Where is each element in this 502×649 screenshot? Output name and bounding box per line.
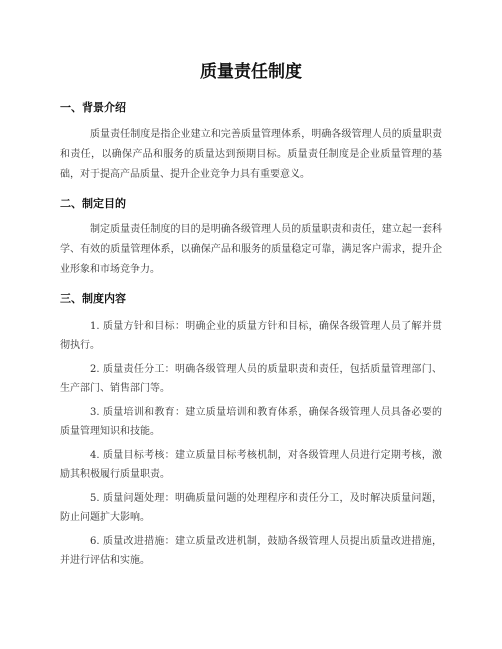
document-title: 质量责任制度 xyxy=(200,62,302,82)
list-item: 5. 质量问题处理：明确质量问题的处理程序和责任分工，及时解决质量问题，防止问题扩大影响。 xyxy=(60,493,442,523)
list-item: 1. 质量方针和目标：明确企业的质量方针和目标，确保各级管理人员了解并贯彻执行。 xyxy=(60,321,442,351)
section-heading-content: 三、制度内容 xyxy=(60,292,126,305)
section-paragraph-purpose: 制定质量责任制度的目的是明确各级管理人员的质量职责和责任，建立起一套科学、有效的质量管理体系，以确保产品和服务的质量稳定可靠，满足客户需求，提升企业形象和市场竞争力。 xyxy=(60,224,442,275)
list-item: 6. 质量改进措施：建立质量改进机制，鼓励各级管理人员提出质量改进措施，并进行评估和实施。 xyxy=(60,536,442,566)
section-paragraph-background: 质量责任制度是指企业建立和完善质量管理体系，明确各级管理人员的质量职责和责任，以确保产品和服务的质量达到预期目标。质量责任制度是企业质量管理的基础，对于提高产品质量、提升企业竞争力具有重要意义。 xyxy=(60,129,442,180)
section-heading-background: 一、背景介绍 xyxy=(60,101,126,114)
section-heading-purpose: 二、制定目的 xyxy=(60,197,126,210)
list-item: 3. 质量培训和教育：建立质量培训和教育体系，确保各级管理人员具备必要的质量管理知识和技能。 xyxy=(60,407,442,437)
list-item: 4. 质量目标考核：建立质量目标考核机制，对各级管理人员进行定期考核，激励其积极履行质量职责。 xyxy=(60,450,442,480)
list-item: 2. 质量责任分工：明确各级管理人员的质量职责和责任，包括质量管理部门、生产部门、销售部门等。 xyxy=(60,364,442,394)
